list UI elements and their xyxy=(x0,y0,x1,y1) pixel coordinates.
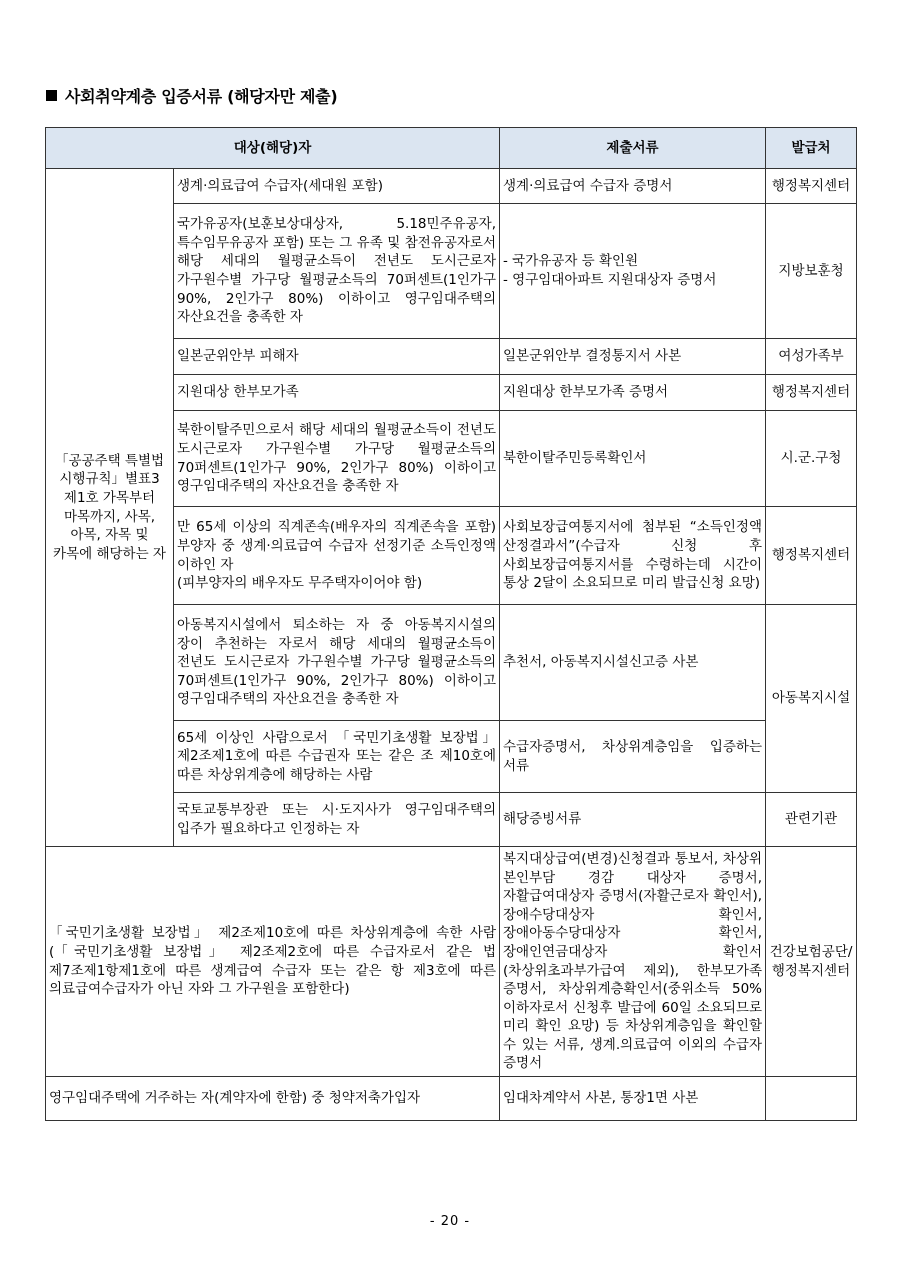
issuer-cell: 아동복지시설 xyxy=(766,605,857,793)
documents-cell: 북한이탈주민등록확인서 xyxy=(500,411,766,507)
issuer-cell: 관련기관 xyxy=(766,793,857,847)
documents-cell: 일본군위안부 결정통지서 사본 xyxy=(500,339,766,375)
issuer-cell: 시.군.구청 xyxy=(766,411,857,507)
section-title-text: 사회취약계층 입증서류 (해당자만 제출) xyxy=(65,87,338,106)
issuer-cell: 행정복지센터 xyxy=(766,507,857,605)
documents-cell: 생계·의료급여 수급자 증명서 xyxy=(500,169,766,204)
target-cell: 국토교통부장관 또는 시·도지사가 영구임대주택의 입주가 필요하다고 인정하는 자 xyxy=(174,793,500,847)
table-row xyxy=(46,1077,857,1121)
target-cell: 북한이탈주민으로서 해당 세대의 월평균소득이 전년도 도시근로자 가구원수별 가구당 월평균소득의 70퍼센트(1인가구 90%, 2인가구 80%) 이하이고 영구임대주택의 자산요건을 충족한 자 xyxy=(174,411,500,507)
eligibility-documents-table xyxy=(45,127,857,1121)
page-number: - 20 - xyxy=(429,1214,471,1229)
target-cell: 국가유공자(보훈보상대상자, 5.18민주유공자, 특수임무유공자 포함) 또는 그 유족 및 참전유공자로서 해당 세대의 월평균소득이 전년도 도시근로자 가구원수별 가구당 월평균소득의 70퍼센트(1인가구 90%, 2인가구 80%) 이하이고 영구임대주택의 자산요건을 충족한 자 xyxy=(174,204,500,339)
header-row xyxy=(46,128,857,169)
issuer-cell xyxy=(766,1077,857,1121)
documents-cell: 임대차계약서 사본, 통장1면 사본 xyxy=(500,1077,766,1121)
table-row xyxy=(46,169,857,204)
header-target: 대상(해당)자 xyxy=(46,128,500,169)
documents-cell: 복지대상급여(변경)신청결과 통보서, 차상위 본인부담 경감 대상자 증명서, 자활급여대상자 증명서(자활근로자 확인서), 장애수당대상자 확인서, 장애아동수당대상자 확인서, 장애인연금대상자 확인서(차상위초과부가급여 제외), 한부모가족 증명서, 차상위계층확인서(중위소득 50%이하자로서 신청후 발급에 60일 소요되므로 미리 확인 요망) 등 차상위계층임을 확인할 수 있는 서류, 생계.의료급여 이외의 수급자 증명서 xyxy=(500,847,766,1077)
section-title xyxy=(46,84,337,107)
group-label: 「공공주택 특별법 시행규칙」별표3 제1호 가목부터 마목까지, 사목, 아목, 자목 및 카목에 해당하는 자 xyxy=(46,169,174,847)
target-cell: 만 65세 이상의 직계존속(배우자의 직계존속을 포함) 부양자 중 생계·의료급여 수급자 선정기준 소득인정액 이하인 자 (피부양자의 배우자도 무주택자이어야 함) xyxy=(174,507,500,605)
target-cell: 영구임대주택에 거주하는 자(계약자에 한함) 중 청약저축가입자 xyxy=(46,1077,500,1121)
target-cell: 생계·의료급여 수급자(세대원 포함) xyxy=(174,169,500,204)
issuer-cell: 행정복지센터 xyxy=(766,169,857,204)
target-cell: 지원대상 한부모가족 xyxy=(174,375,500,411)
documents-cell: 수급자증명서, 차상위계층임을 입증하는 서류 xyxy=(500,721,766,793)
header-issuer: 발급처 xyxy=(766,128,857,169)
issuer-cell: 건강보험공단/ 행정복지센터 xyxy=(766,847,857,1077)
issuer-cell: 행정복지센터 xyxy=(766,375,857,411)
square-bullet-icon xyxy=(46,90,57,101)
documents-cell: 추천서, 아동복지시설신고증 사본 xyxy=(500,605,766,721)
target-cell: 일본군위안부 피해자 xyxy=(174,339,500,375)
documents-cell: - 국가유공자 등 확인원 - 영구임대아파트 지원대상자 증명서 xyxy=(500,204,766,339)
issuer-cell: 여성가족부 xyxy=(766,339,857,375)
header-documents: 제출서류 xyxy=(500,128,766,169)
target-cell: 아동복지시설에서 퇴소하는 자 중 아동복지시설의 장이 추천하는 자로서 해당 세대의 월평균소득이 전년도 도시근로자 가구원수별 가구당 월평균소득의 70퍼센트(1인가구 90%, 2인가구 80%) 이하이고 영구임대주택의 자산요건을 충족한 자 xyxy=(174,605,500,721)
target-cell: 「국민기초생활 보장법」 제2조제10호에 따른 차상위계층에 속한 사람(「국민기초생활 보장법」 제2조제2호에 따른 수급자로서 같은 법 제7조제1항제1호에 따른 생계급여 수급자 또는 같은 항 제3호에 따른 의료급여수급자가 아닌 자와 그 가구원을 포함한다) xyxy=(46,847,500,1077)
table-row xyxy=(46,847,857,1077)
documents-cell: 해당증빙서류 xyxy=(500,793,766,847)
documents-cell: 사회보장급여통지서에 첨부된 “소득인정액 산정결과서”(수급자 신청 후 사회보장급여통지서를 수령하는데 시간이 통상 2달이 소요되므로 미리 발급신청 요망) xyxy=(500,507,766,605)
issuer-cell: 지방보훈청 xyxy=(766,204,857,339)
target-cell: 65세 이상인 사람으로서 「국민기초생활 보장법」 제2조제1호에 따른 수급권자 또는 같은 조 제10호에 따른 차상위계층에 해당하는 사람 xyxy=(174,721,500,793)
documents-cell: 지원대상 한부모가족 증명서 xyxy=(500,375,766,411)
